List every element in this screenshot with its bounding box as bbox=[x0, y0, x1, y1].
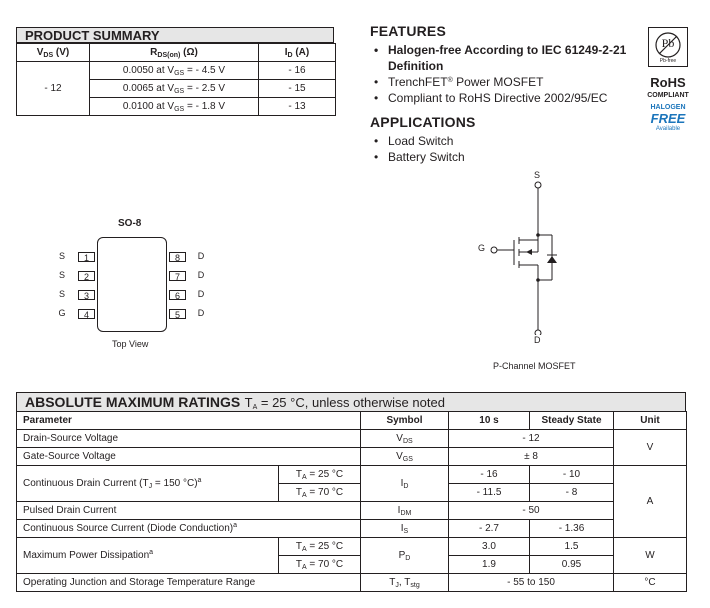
value-cell: - 50 bbox=[449, 502, 614, 520]
rds-cell: 0.0050 at $V_{GS}$ = - 4.5 V bbox=[90, 62, 259, 80]
condition-cell: $T_A = 25$ °C bbox=[279, 538, 361, 556]
package-name: SO-8 bbox=[118, 218, 142, 229]
value-cell: - 12 bbox=[449, 430, 614, 448]
available-label: Available bbox=[655, 126, 681, 132]
id-cell: - 15 bbox=[259, 80, 336, 98]
features-list bbox=[370, 42, 650, 106]
pin-number: 8 bbox=[169, 252, 186, 262]
p-channel-mosfet-icon bbox=[486, 180, 566, 335]
param-cell: Continuous Drain Current ($T_J = 150$ °C)$^a$ bbox=[17, 466, 279, 502]
value-cell: - 16 bbox=[449, 466, 530, 484]
pin-label: S bbox=[58, 251, 65, 261]
value-cell: ± 8 bbox=[449, 448, 614, 466]
unit-cell: °C bbox=[614, 574, 687, 592]
package-body bbox=[97, 237, 167, 332]
symbol-cell: $P_D$ bbox=[361, 538, 449, 574]
rds-cell: 0.0100 at $V_{GS}$ = - 1.8 V bbox=[90, 98, 259, 116]
table-row bbox=[17, 502, 687, 520]
value-cell: - 10 bbox=[530, 466, 614, 484]
vds-value: - 12 bbox=[17, 62, 90, 116]
value-cell: - 55 to 150 bbox=[449, 574, 614, 592]
table-row bbox=[17, 466, 687, 484]
pin-label: S bbox=[58, 270, 65, 280]
table-row bbox=[17, 520, 687, 538]
value-cell: - 11.5 bbox=[449, 484, 530, 502]
unit-cell: V bbox=[614, 430, 687, 466]
rohs-compliant: COMPLIANT bbox=[647, 92, 689, 99]
value-cell: 0.95 bbox=[530, 556, 614, 574]
pb-symbol: Pb bbox=[661, 36, 675, 50]
pin-label: D bbox=[197, 308, 205, 318]
rds-cell: 0.0065 at $V_{GS}$ = - 2.5 V bbox=[90, 80, 259, 98]
table-row bbox=[17, 62, 336, 80]
unit-header: Unit bbox=[614, 412, 687, 430]
value-cell: - 1.36 bbox=[530, 520, 614, 538]
pin-number: 4 bbox=[78, 309, 95, 319]
id-header: $I_D$ (A) bbox=[259, 44, 336, 62]
list-item: • Load Switch bbox=[370, 133, 570, 149]
symbol-header: Symbol bbox=[361, 412, 449, 430]
condition-cell: $T_A = 70$ °C bbox=[279, 556, 361, 574]
list-item: • Compliant to RoHS Directive 2002/95/EC bbox=[370, 90, 650, 106]
parameter-header: Parameter bbox=[17, 412, 361, 430]
pin-number: 5 bbox=[169, 309, 186, 319]
product-summary-title: PRODUCT SUMMARY bbox=[16, 27, 334, 43]
features-title: FEATURES bbox=[370, 23, 447, 39]
ten-s-header: 10 s bbox=[449, 412, 530, 430]
pin-label: D bbox=[197, 289, 205, 299]
pin-label: D bbox=[197, 270, 205, 280]
symbol-cell: $I_S$ bbox=[361, 520, 449, 538]
symbol-cell: $V_{GS}$ bbox=[361, 448, 449, 466]
table-row bbox=[17, 430, 687, 448]
condition-cell: $T_A = 25$ °C bbox=[279, 466, 361, 484]
ratings-table bbox=[16, 411, 687, 592]
table-row bbox=[17, 538, 687, 556]
param-cell: Pulsed Drain Current bbox=[17, 502, 361, 520]
unit-cell: W bbox=[614, 538, 687, 574]
applications-title: APPLICATIONS bbox=[370, 114, 476, 130]
pin-number: 6 bbox=[169, 290, 186, 300]
source-label: S bbox=[534, 170, 541, 180]
list-item: • Battery Switch bbox=[370, 149, 570, 165]
table-row bbox=[17, 448, 687, 466]
symbol-cell: $V_{DS}$ bbox=[361, 430, 449, 448]
vds-header: $V_{DS}$ (V) bbox=[17, 44, 90, 62]
product-summary-table bbox=[16, 43, 336, 116]
rohs-title: RoHS bbox=[650, 75, 686, 90]
list-item: • Halogen-free According to IEC 61249-2-21 Definition bbox=[370, 42, 650, 74]
param-cell: Gate-Source Voltage bbox=[17, 448, 361, 466]
id-cell: - 13 bbox=[259, 98, 336, 116]
pb-free-badge bbox=[648, 27, 688, 67]
pin-number: 7 bbox=[169, 271, 186, 281]
drain-label: D bbox=[534, 335, 541, 345]
gate-label: G bbox=[478, 243, 486, 253]
symbol-cell: $I_D$ bbox=[361, 466, 449, 502]
steady-state-header: Steady State bbox=[530, 412, 614, 430]
pb-free-text: Pb-free bbox=[659, 58, 677, 64]
param-cell: Maximum Power Dissipation$^a$ bbox=[17, 538, 279, 574]
rds-header: $R_{DS(on)}$ (Ω) bbox=[90, 44, 259, 62]
condition-cell: $T_A = 70$ °C bbox=[279, 484, 361, 502]
value-cell: - 8 bbox=[530, 484, 614, 502]
pin-label: G bbox=[58, 308, 66, 318]
list-item: • TrenchFET® Power MOSFET bbox=[370, 74, 650, 90]
top-view-label: Top View bbox=[112, 339, 149, 349]
table-row bbox=[17, 574, 687, 592]
pin-number: 1 bbox=[78, 252, 95, 262]
halogen-label: HALOGEN bbox=[650, 104, 686, 111]
id-cell: - 16 bbox=[259, 62, 336, 80]
value-cell: 1.9 bbox=[449, 556, 530, 574]
value-cell: 3.0 bbox=[449, 538, 530, 556]
ratings-title: ABSOLUTE MAXIMUM RATINGS $T_A = 25$ °C, unless otherwise noted bbox=[16, 392, 686, 411]
symbol-cell: $I_{DM}$ bbox=[361, 502, 449, 520]
pin-number: 2 bbox=[78, 271, 95, 281]
value-cell: 1.5 bbox=[530, 538, 614, 556]
param-cell: Drain-Source Voltage bbox=[17, 430, 361, 448]
pin-label: D bbox=[197, 251, 205, 261]
unit-cell: A bbox=[614, 466, 687, 538]
param-cell: Continuous Source Current (Diode Conduction)$^a$ bbox=[17, 520, 361, 538]
mosfet-caption: P-Channel MOSFET bbox=[493, 361, 576, 371]
value-cell: - 2.7 bbox=[449, 520, 530, 538]
pin-number: 3 bbox=[78, 290, 95, 300]
symbol-cell: $T_J$, $T_{stg}$ bbox=[361, 574, 449, 592]
param-cell: Operating Junction and Storage Temperature Range bbox=[17, 574, 361, 592]
applications-list bbox=[370, 133, 570, 165]
pin-label: S bbox=[58, 289, 65, 299]
free-label: FREE bbox=[650, 111, 686, 126]
